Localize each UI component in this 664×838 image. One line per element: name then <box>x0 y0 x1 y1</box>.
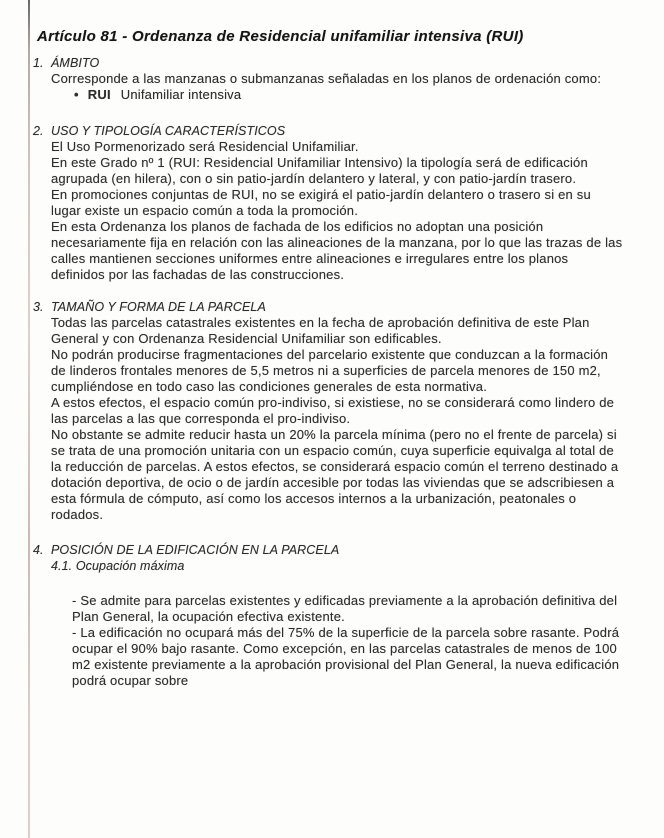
bullet-term: RUI <box>87 87 111 102</box>
bullet-label: Unifamiliar intensiva <box>120 87 242 102</box>
paragraph: En esta Ordenanza los planos de fachada de los edificios no adoptan una posición necesariamente fija en relación con las alineaciones de la manzana, por lo que las trazas de las calles mantienen secciones uniformes entre alineaciones e irregulares entre los planos definidos por las fachadas de las construcciones. <box>51 219 623 282</box>
paragraph: No podrán producirse fragmentaciones del parcelario existente que conduzcan a la formación de linderos frontales menores de 5,5 metros ni a superficies de parcela menores de 150 m2, cumpliéndose en todo caso las condiciones generales de esta normativa. <box>51 347 609 394</box>
section-posicion-edificacion <box>33 542 624 689</box>
bullet-item <box>74 87 624 103</box>
dash-item: - Se admite para parcelas existentes y edificadas previamente a la aprobación definitiva del Plan General, la ocupación efectiva existente. <box>72 593 618 624</box>
paragraph: No obstante se admite reducir hasta un 20% la parcela mínima (pero no el frente de parcela) si se trata de una promoción unitaria con un espacio común, cuya superficie equivalga al total de la reducción de parcelas. A estos efectos, se considerará espacio común el terreno destinado a dotación deportiva, de ocio o de jardín accesible por todas las viviendas que se adscribiesen a esta fórmula de cómputo, así como los accesos internos a la urbanización, peatonales o rodados. <box>51 427 619 522</box>
section-heading: USO Y TIPOLOGÍA CARACTERÍSTICOS <box>51 124 286 138</box>
section-uso-tipologia <box>33 123 624 283</box>
section-body <box>51 139 624 283</box>
section-body <box>51 315 624 523</box>
bullet-marker: • <box>74 87 79 102</box>
section-number: 3. <box>33 300 44 314</box>
section-heading: POSICIÓN DE LA EDIFICACIÓN EN LA PARCELA <box>51 543 340 557</box>
paragraph: El Uso Pormenorizado será Residencial Unifamiliar. <box>51 139 359 154</box>
dash-item: - La edificación no ocupará más del 75% de la superficie de la parcela sobre rasante. Podrá ocupar el 90% bajo rasante. Como excepción, en las parcelas catastrales de menos de 100 m2 existente previamente a la aprobación provisional del Plan General, la nueva edificación podrá ocupar sobre <box>72 625 620 688</box>
subsection-heading: 4.1. Ocupación máxima <box>51 559 185 573</box>
section-number: 4. <box>33 543 44 557</box>
paragraph: Corresponde a las manzanas o submanzanas señaladas en los planos de ordenación como: <box>51 71 602 86</box>
section-body <box>51 71 624 103</box>
section-heading: ÁMBITO <box>51 56 100 70</box>
paragraph: Todas las parcelas catastrales existentes en la fecha de aprobación definitiva de este Plan General y con Ordenanza Residencial Unifamiliar son edificables. <box>51 315 590 346</box>
paragraph: En promociones conjuntas de RUI, no se exigirá el patio-jardín delantero o trasero si en su lugar existe un espacio común a toda la promoción. <box>51 187 591 218</box>
article-title: Artículo 81 - Ordenanza de Residencial unifamiliar intensiva (RUI) <box>37 28 524 45</box>
paragraph: A estos efectos, el espacio común pro-indiviso, si existiese, no se considerará como lindero de las parcelas a las que corresponda el pro-indiviso. <box>51 395 615 426</box>
section-number: 2. <box>33 124 44 138</box>
dash-item-list <box>72 593 624 689</box>
section-number: 1. <box>33 56 44 70</box>
section-ambito <box>33 55 624 103</box>
section-body <box>51 558 624 689</box>
section-tamano-forma <box>33 299 624 523</box>
paragraph: En este Grado nº 1 (RUI: Residencial Unifamiliar Intensivo) la tipología será de edificación agrupada (en hilera), con o sin patio-jardín delantero y lateral, y con patio-jardín trasero. <box>51 155 588 186</box>
section-heading: TAMAÑO Y FORMA DE LA PARCELA <box>51 300 266 314</box>
